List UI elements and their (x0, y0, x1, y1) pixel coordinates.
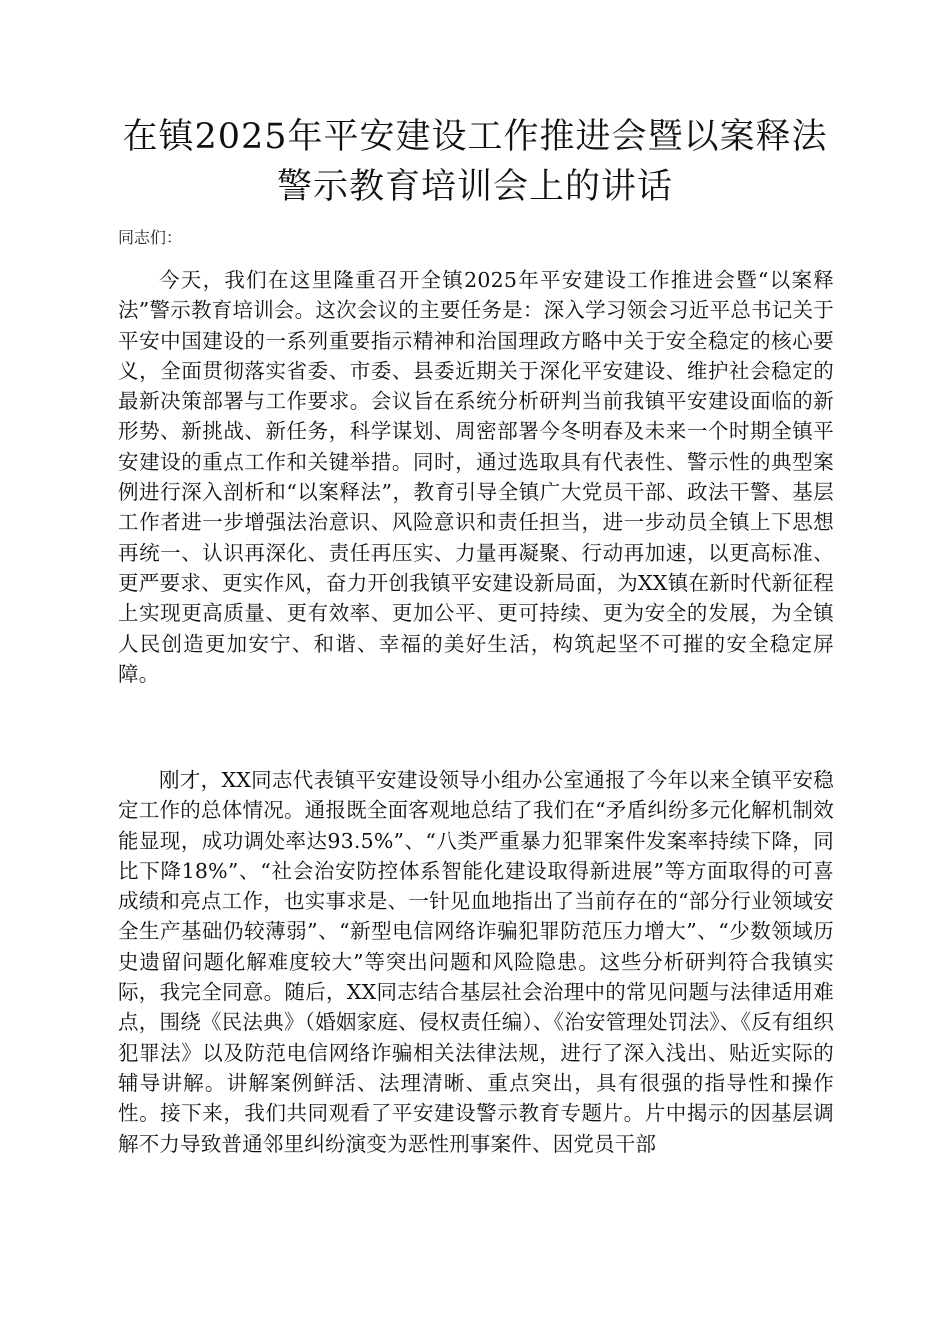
paragraph-1: 今天，我们在这里隆重召开全镇2025年平安建设工作推进会暨“以案释法”警示教育培训会。这次会议的主要任务是：深入学习领会习近平总书记关于平安中国建设的一系列重要指示精神和治国理政方略中关于安全稳定的核心要义，全面贯彻落实省委、市委、县委近期关于深化平安建设、维护社会稳定的最新决策部署与工作要求。会议旨在系统分析研判当前我镇平安建设面临的新形势、新挑战、新任务，科学谋划、周密部署今冬明春及未来一个时期全镇平安建设的重点工作和关键举措。同时，通过选取具有代表性、警示性的典型案例进行深入剖析和“以案释法”，教育引导全镇广大党员干部、政法干警、基层工作者进一步增强法治意识、风险意识和责任担当，进一步动员全镇上下思想再统一、认识再深化、责任再压实、力量再凝聚、行动再加速，以更高标准、更严要求、更实作风，奋力开创我镇平安建设新局面，为XX镇在新时代新征程上实现更高质量、更有效率、更加公平、更可持续、更为安全的发展，为全镇人民创造更加安宁、和谐、幸福的美好生活，构筑起坚不可摧的安全稳定屏障。 (118, 268, 834, 686)
salutation: 同志们： (118, 228, 183, 247)
paragraph-2: 刚才，XX同志代表镇平安建设领导小组办公室通报了今年以来全镇平安稳定工作的总体情况。通报既全面客观地总结了我们在“矛盾纠纷多元化解机制效能显现，成功调处率达93.5%”、“八类严重暴力犯罪案件发案率持续下降，同比下降18%”、“社会治安防控体系智能化建设取得新进展”等方面取得的可喜成绩和亮点工作，也实事求是、一针见血地指出了当前存在的“部分行业领域安全生产基础仍较薄弱”、“新型电信网络诈骗犯罪防范压力增大”、“少数领域历史遗留问题化解难度较大”等突出问题和风险隐患。这些分析研判符合我镇实际，我完全同意。随后，XX同志结合基层社会治理中的常见问题与法律适用难点，围绕《民法典》（婚姻家庭、侵权责任编）、《治安管理处罚法》、《反有组织犯罪法》以及防范电信网络诈骗相关法律法规，进行了深入浅出、贴近实际的辅导讲解。讲解案例鲜活、法理清晰、重点突出，具有很强的指导性和操作性。接下来，我们共同观看了平安建设警示教育专题片。片中揭示的因基层调解不力导致普通邻里纠纷演变为恶性刑事案件、因党员干部 (118, 768, 834, 1156)
document-title: 在镇2025年平安建设工作推进会暨以案释法警示教育培训会上的讲话 (122, 117, 828, 207)
